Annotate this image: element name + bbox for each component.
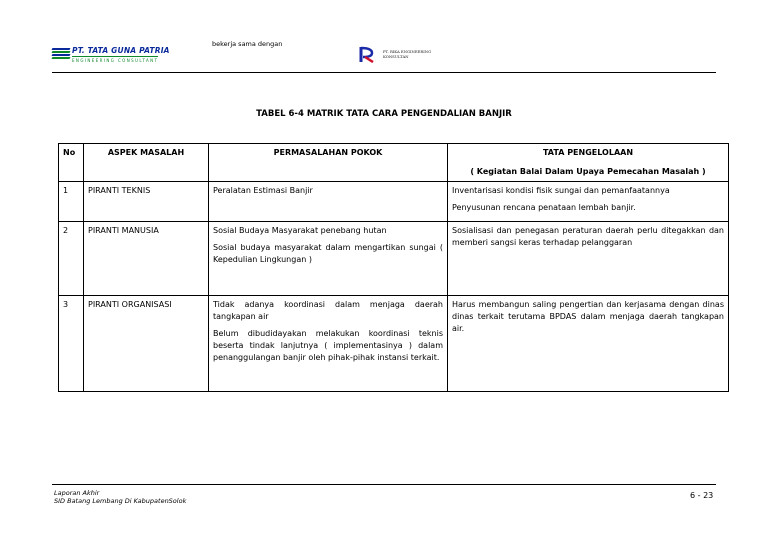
pokok-item: Sosial Budaya Masyarakat penebang hutan xyxy=(213,226,387,235)
page-number: 6 - 23 xyxy=(690,491,714,500)
pokok-item: Peralatan Estimasi Banjir xyxy=(213,186,313,195)
header-aspek: ASPEK MASALAH xyxy=(84,144,209,182)
cell-pokok xyxy=(209,296,448,392)
rika-r-icon xyxy=(359,46,375,63)
cell-aspek: PIRANTI MANUSIA xyxy=(84,222,209,296)
cooperation-text: bekerja sama dengan xyxy=(212,40,283,48)
table-row xyxy=(59,182,729,222)
company-right-name: PT. RIKA ENGINEERING xyxy=(383,49,432,54)
cell-aspek: PIRANTI TEKNIS xyxy=(84,182,209,222)
pokok-item: Sosial budaya masyarakat dalam mengartikan sungai ( Kepedulian Lingkungan ) xyxy=(213,243,443,264)
tata-item: Inventarisasi kondisi fisik sungai dan pemanfaatannya xyxy=(452,186,670,195)
cell-no: 1 xyxy=(59,182,84,222)
cell-aspek: PIRANTI ORGANISASI xyxy=(84,296,209,392)
header-tata xyxy=(448,144,729,182)
tata-item: Penyusunan rencana penataan lembah banjir. xyxy=(452,203,636,212)
cell-tata xyxy=(448,296,729,392)
cell-pokok xyxy=(209,182,448,222)
footer-divider xyxy=(52,484,716,485)
flood-control-matrix-table xyxy=(58,143,729,392)
table-header-row xyxy=(59,144,729,182)
company-left-subtitle: ENGINEERING CONSULTANT xyxy=(72,58,159,63)
pokok-item: Tidak adanya koordinasi dalam menjaga daerah tangkapan air xyxy=(213,300,443,321)
pokok-item: Belum dibudidayakan melakukan koordinasi teknis beserta tindak lanjutnya ( implementasinya ) dalam penanggulangan banjir oleh pihak-pihak instansi terkait. xyxy=(213,329,443,362)
tata-item: Sosialisasi dan penegasan peraturan daerah perlu ditegakkan dan memberi sangsi keras terhadap pelanggaran xyxy=(452,226,724,247)
header-tata-subtitle: ( Kegiatan Balai Dalam Upaya Pemecahan Masalah ) xyxy=(470,167,706,176)
header-tata-title: TATA PENGELOLAAN xyxy=(542,148,634,157)
company-left-name: PT. TATA GUNA PATRIA xyxy=(72,46,170,55)
cell-tata xyxy=(448,182,729,222)
cell-no: 3 xyxy=(59,296,84,392)
header-no: No xyxy=(59,144,84,182)
cell-tata xyxy=(448,222,729,296)
table-title: TABEL 6-4 MATRIK TATA CARA PENGENDALIAN BANJIR xyxy=(256,109,512,119)
cell-no: 2 xyxy=(59,222,84,296)
tata-guna-patria-logo xyxy=(52,46,170,64)
header-pokok: PERMASALAHAN POKOK xyxy=(209,144,448,182)
logo-stripes-icon xyxy=(52,48,70,60)
footer-report-type: Laporan Akhir xyxy=(54,489,100,497)
header-divider xyxy=(52,72,716,73)
cell-pokok xyxy=(209,222,448,296)
table-row xyxy=(59,222,729,296)
company-right-subtitle: KONSULTAN xyxy=(383,54,409,59)
tata-item: Harus membangun saling pengertian dan kerjasama dengan dinas dinas terkait terutama BPDAS dalam menjaga daerah tangkapan air. xyxy=(452,300,724,333)
table-row xyxy=(59,296,729,392)
footer-project-name: SID Batang Lembang Di KabupatenSolok xyxy=(54,497,187,505)
